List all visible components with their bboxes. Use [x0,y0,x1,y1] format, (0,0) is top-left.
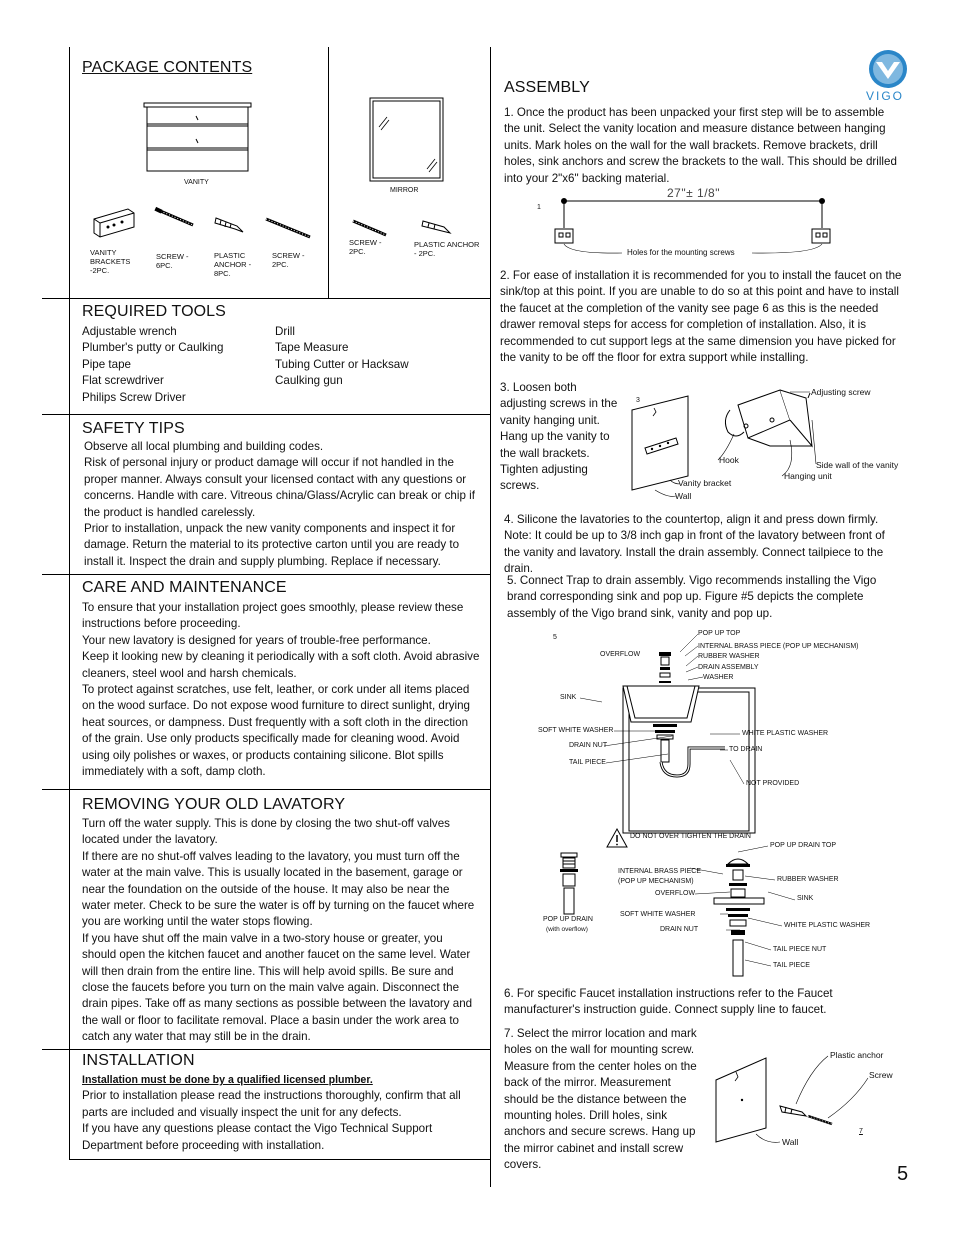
tool-item: Tape Measure [275,341,349,355]
callout-label: INTERNAL BRASS PIECE [618,868,701,875]
vanity-bracket-label: Vanity bracket [678,478,732,488]
figure-number: 1 [537,204,541,211]
page-number: 5 [897,1163,909,1185]
callout-label: (POP UP MECHANISM) [618,878,694,885]
callout-label: TAIL PIECE NUT [773,946,827,953]
step-4-text: 4. Silicone the lavatories to the countertop, align it and press down firmly. Note: It could be up to 3/8 inch gap in front of the lavatory between front of the vanity and lavatory. Install the drain assembly. Connect tailpiece to the drain. [504,513,885,576]
callout-label: SOFT WHITE WASHER [538,727,614,734]
leader-lines [530,630,860,980]
screw-icon [262,215,314,241]
callout-label: WHITE PLASTIC WASHER [784,922,871,929]
holes-label: Holes for the mounting screws [627,248,735,257]
step-1-text: 1. Once the product has been unpacked your first step will be to assemble the unit. Select the vanity location and measure distance between hanging units. Mark holes on the wall for the wall brackets. Remove brackets, drill holes, sink anchors and screw the brackets to the wall. This should be drilled into your 2"x6" backing material. [504,106,897,185]
tool-item: Philips Screw Driver [82,390,186,404]
screw-2-label: SCREW - 2PC. [349,238,382,256]
logo-icon [866,49,914,91]
tool-item: Plumber's putty or Caulking [82,341,224,355]
tool-item: Pipe tape [82,357,131,371]
paragraph: Risk of personal injury or product damage will occur if not handled in the proper manner. Always consult your licensed contact with any questions or concerns. Handle with care. Vitreous china/Glass/Acrylic can break or chip if the product is handled carelessly. [84,456,475,519]
wall-label: Wall [782,1137,799,1147]
section-rule [69,1159,490,1160]
section-rule [42,789,490,790]
package-divider [328,47,329,299]
tool-item: Tubing Cutter or Hacksaw [275,357,409,371]
paragraph: Your new lavatory is designed for years of trouble-free performance. [82,633,431,647]
care-title: CARE AND MAINTENANCE [82,579,287,596]
removing-body [82,816,480,1046]
callout-label: SOFT WHITE WASHER [620,911,696,918]
callout-label: RUBBER WASHER [777,876,839,883]
paragraph: To ensure that your installation project goes smoothly, please review these instructions before proceeding. [82,601,464,631]
screw-6-label: SCREW - 6PC. [156,252,189,270]
callout-label: DRAIN NUT [569,742,608,749]
with-overflow-label: (with overflow) [546,926,588,933]
anchor-2-label: PLASTIC ANCHOR - 2PC. [414,240,480,258]
removing-title: REMOVING YOUR OLD LAVATORY [82,796,346,813]
mirror-illustration [369,97,445,183]
logo-text: VIGO [866,89,905,103]
vanity-label: VANITY [184,179,209,186]
paragraph: Prior to installation please read the instructions thoroughly, confirm that all parts are included and visually inspect the unit for any defects. [82,1089,461,1119]
anchor-icon [420,215,454,235]
installation-title: INSTALLATION [82,1052,195,1069]
side-wall-label: Side wall of the vanity [816,460,899,470]
callout-label: OVERFLOW [655,890,696,897]
paragraph: Turn off the water supply. This is done by closing the two shut-off valves located under the lavatory. [82,817,450,847]
callout-label: RUBBER WASHER [698,653,760,660]
vigo-logo [866,49,914,105]
section-rule [42,1049,490,1050]
step-6-text: 6. For specific Faucet installation instructions refer to the Faucet manufacturer's instruction guide. Connect supply line to faucet. [504,987,833,1017]
screw-icon [350,218,390,238]
hanging-unit-label: Hanging unit [784,471,832,481]
callout-label: OVERFLOW [600,651,641,658]
warning-text: DO NOT OVER TIGHTEN THE DRAIN [630,833,751,840]
paragraph: If you have shut off the main valve in a two-story house or greater, you should open the kitchen faucet and another faucet on the same level. Water will then drain from the entire line. This will help avoid spills. Be sure and close the faucets before you turn on the main valve again. Disconnect the drain pipes. Take off as many sections as possible between the lavatory and the wall or floor to facilitate removal. Place a basin under the work area to catch any water that may still be in the drain. [82,931,473,1044]
screw-icon [155,207,197,229]
callout-label: DRAIN ASSEMBLY [698,664,759,671]
brackets-label: VANITY BRACKETS -2PC. [90,248,131,275]
left-margin-rule [69,47,70,1160]
callout-label: TAIL PIECE [773,962,810,969]
anchor-icon [213,212,247,236]
mirror-mounting-diagram [710,1050,870,1150]
wall-label: Wall [675,491,692,501]
callout-label: TO DRAIN [729,746,763,753]
callout-label: SINK [797,895,814,902]
mirror-label: MIRROR [390,187,419,194]
paragraph: To protect against scratches, use felt, leather, or cork under all items placed on the wood surface. Do not expose wood furniture to direct sunlight, drying heat sources, or dampness. Dust frequently with a soft cloth in the direction of the grain. Use only products specifically made for cleaning wood. Avoid using oily polishes or waxes, or products containing silicone. Blot spills immediately with a soft, damp cloth. [82,683,470,779]
safety-tips-body [84,439,480,570]
screw-2-label: SCREW - 2PC. [272,251,305,269]
figure-number: 3 [636,397,640,404]
tools-list [82,324,482,406]
callout-label: WASHER [703,674,734,681]
care-body [82,600,480,780]
tool-item: Caulking gun [275,374,343,388]
tool-item: Drill [275,325,295,338]
anchor-8-label: PLASTIC ANCHOR - 8PC. [214,251,252,278]
step-2-text: 2. For ease of installation it is recommended for you to install the faucet on the sink/top at this point. If you are unable to do so at this point and have to install the faucet at the completion of the vanity see page 6 as this is the needed drawer removal steps for access for completion of installation. Also, it is recommended to cut support legs at the same dimension you have picked for the vanity to be off the floor for extra support while installing. [500,269,902,365]
callout-label: SINK [560,694,577,701]
callout-label: DRAIN NUT [660,926,699,933]
package-contents-title: PACKAGE CONTENTS [82,59,253,76]
pop-up-drain-label: POP UP DRAIN [543,916,593,923]
step-7-text: 7. Select the mirror location and mark holes on the wall for mounting screw. Measure from the center holes on the back of the mirror. Measurement should be the distance between the mounting holes. Drill holes, sink anchors and secure screws. Hang up the mirror cabinet and install screw covers. [504,1027,697,1172]
column-divider [490,47,491,1187]
step-3-text: 3. Loosen both adjusting screws in the vanity hanging unit. Hang up the vanity to the wall brackets. Tighten adjusting screws. [500,381,618,493]
callout-label: NOT PROVIDED [746,780,800,787]
bracket-icon [90,205,136,243]
callout-label: POP UP DRAIN TOP [770,842,837,849]
plastic-anchor-label: Plastic anchor [830,1050,884,1060]
safety-tips-title: SAFETY TIPS [82,420,185,437]
installation-warning: Installation must be done by a qualified licensed plumber. [82,1074,373,1086]
section-rule [42,298,490,299]
section-rule [42,574,490,575]
assembly-title: ASSEMBLY [504,79,590,96]
vanity-illustration [143,102,253,174]
hook-label: Hook [719,455,739,465]
adjusting-screw-label: Adjusting screw [811,387,871,397]
paragraph: Observe all local plumbing and building codes. [84,440,324,453]
callout-label: TAIL PIECE [569,759,606,766]
bracket-spacing-diagram [552,196,834,256]
step-5-text: 5. Connect Trap to drain assembly. Vigo recommends installing the Vigo brand corresponding sink and pop up. Figure #5 depicts the complete assembly of the Vigo brand sink, vanity and pop up. [507,574,877,620]
paragraph: Prior to installation, unpack the new vanity components and inspect it for damage. Return the material to its protective carton until you are ready to install it. Inspect the drain and supply plumbing. Replace if necessary. [84,522,460,568]
tool-item: Flat screwdriver [82,374,164,388]
installation-body [82,1072,480,1154]
callout-label: POP UP TOP [698,630,741,637]
tool-item: Adjustable wrench [82,325,177,338]
paragraph: Keep it looking new by cleaning it periodically with a soft cloth. Avoid abrasive cleaners, steel wool and harsh chemicals. [82,650,480,680]
figure-number: 5 [553,634,557,641]
dimension-label: 27"± 1/8" [667,186,720,200]
required-tools-title: REQUIRED TOOLS [82,303,226,320]
screw-label: Screw [869,1070,893,1080]
figure-number: 7 [859,1128,863,1135]
section-rule [42,414,490,415]
paragraph: If you have any questions please contact the Vigo Technical Support Department before proceeding with installation. [82,1122,433,1152]
callout-label: INTERNAL BRASS PIECE (POP UP MECHANISM) [698,643,859,650]
paragraph: If there are no shut-off valves leading to the lavatory, you must turn off the water at the main valve. This is usually located in the basement, garage or near the foundation on the outside of the house. It may also be near the water meter. Check to be sure the water is off by turning on the faucet where you are working until the water stops flowing. [82,849,475,929]
callout-label: WHITE PLASTIC WASHER [742,730,829,737]
